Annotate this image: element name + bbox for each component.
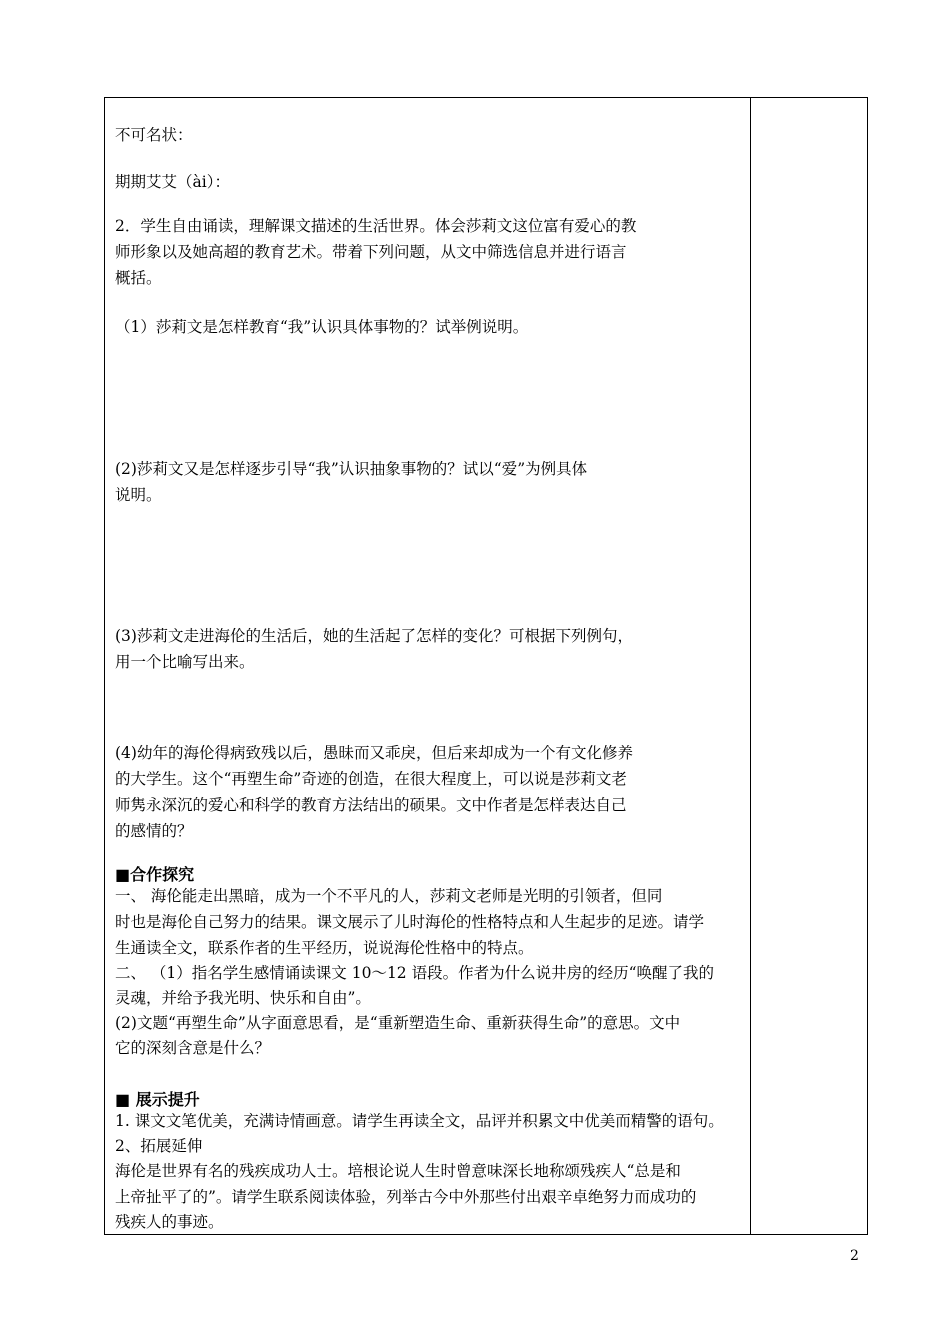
task-line: 2．学生自由诵读，理解课文描述的生活世界。体会莎莉文这位富有爱心的教: [115, 217, 637, 235]
cooperate-line: 二、 （1）指名学生感情诵读课文 10～12 语段。作者为什么说井房的经历“唤醒了我的: [115, 964, 715, 982]
question-3: (3)莎莉文走进海伦的生活后，她的生活起了怎样的变化？可根据下列例句，: [115, 627, 633, 645]
question-4: 师隽永深沉的爱心和科学的教育方法结出的硕果。文中作者是怎样表达自己: [115, 796, 627, 814]
cooperate-line: 它的深刻含意是什么？: [115, 1039, 271, 1057]
page-number: 2: [850, 1248, 859, 1264]
term-line: 不可名状：: [115, 126, 193, 144]
cooperate-line: 灵魂，并给予我光明、快乐和自由”。: [115, 989, 371, 1007]
question-4: 的大学生。这个“再塑生命”奇迹的创造，在很大程度上，可以说是莎莉文老: [115, 770, 627, 788]
question-4: 的感情的？: [115, 822, 193, 840]
question-1: （1）莎莉文是怎样教育“我”认识具体事物的？试举例说明。: [115, 318, 529, 336]
show-line: 上帝扯平了的”。请学生联系阅读体验，列举古今中外那些付出艰辛卓绝努力而成功的: [115, 1188, 697, 1206]
task-line: 师形象以及她高超的教育艺术。带着下列问题，从文中筛选信息并进行语言: [115, 243, 627, 261]
task-line: 概括。: [115, 269, 162, 287]
question-2: 说明。: [115, 486, 162, 504]
cooperate-line: (2)文题“再塑生命”从字面意思看，是“重新塑造生命、重新获得生命”的意思。文中: [115, 1014, 681, 1032]
show-line: 海伦是世界有名的残疾成功人士。培根论说人生时曾意味深长地称颂残疾人“总是和: [115, 1162, 681, 1180]
section-heading-show: ■ 展示提升: [115, 1090, 200, 1109]
cooperate-line: 一、 海伦能走出黑暗，成为一个不平凡的人，莎莉文老师是光明的引领者，但同: [115, 887, 663, 905]
show-line: 2、拓展延伸: [115, 1137, 203, 1155]
show-line: 1. 课文文笔优美，充满诗情画意。请学生再读全文，品评并积累文中优美而精警的语句。: [115, 1112, 724, 1130]
column-divider: [750, 98, 751, 1234]
section-heading-cooperate: ■合作探究: [115, 865, 195, 884]
question-4: (4)幼年的海伦得病致残以后，愚昧而又乖戾，但后来却成为一个有文化修养: [115, 744, 633, 762]
question-3: 用一个比喻写出来。: [115, 653, 255, 671]
question-2: (2)莎莉文又是怎样逐步引导“我”认识抽象事物的？试以“爱”为例具体: [115, 460, 588, 478]
term-line: 期期艾艾（ài）：: [115, 173, 230, 191]
cooperate-line: 生通读全文，联系作者的生平经历，说说海伦性格中的特点。: [115, 939, 534, 957]
show-line: 残疾人的事迹。: [115, 1213, 224, 1231]
cooperate-line: 时也是海伦自己努力的结果。课文展示了儿时海伦的性格特点和人生起步的足迹。请学: [115, 913, 705, 931]
